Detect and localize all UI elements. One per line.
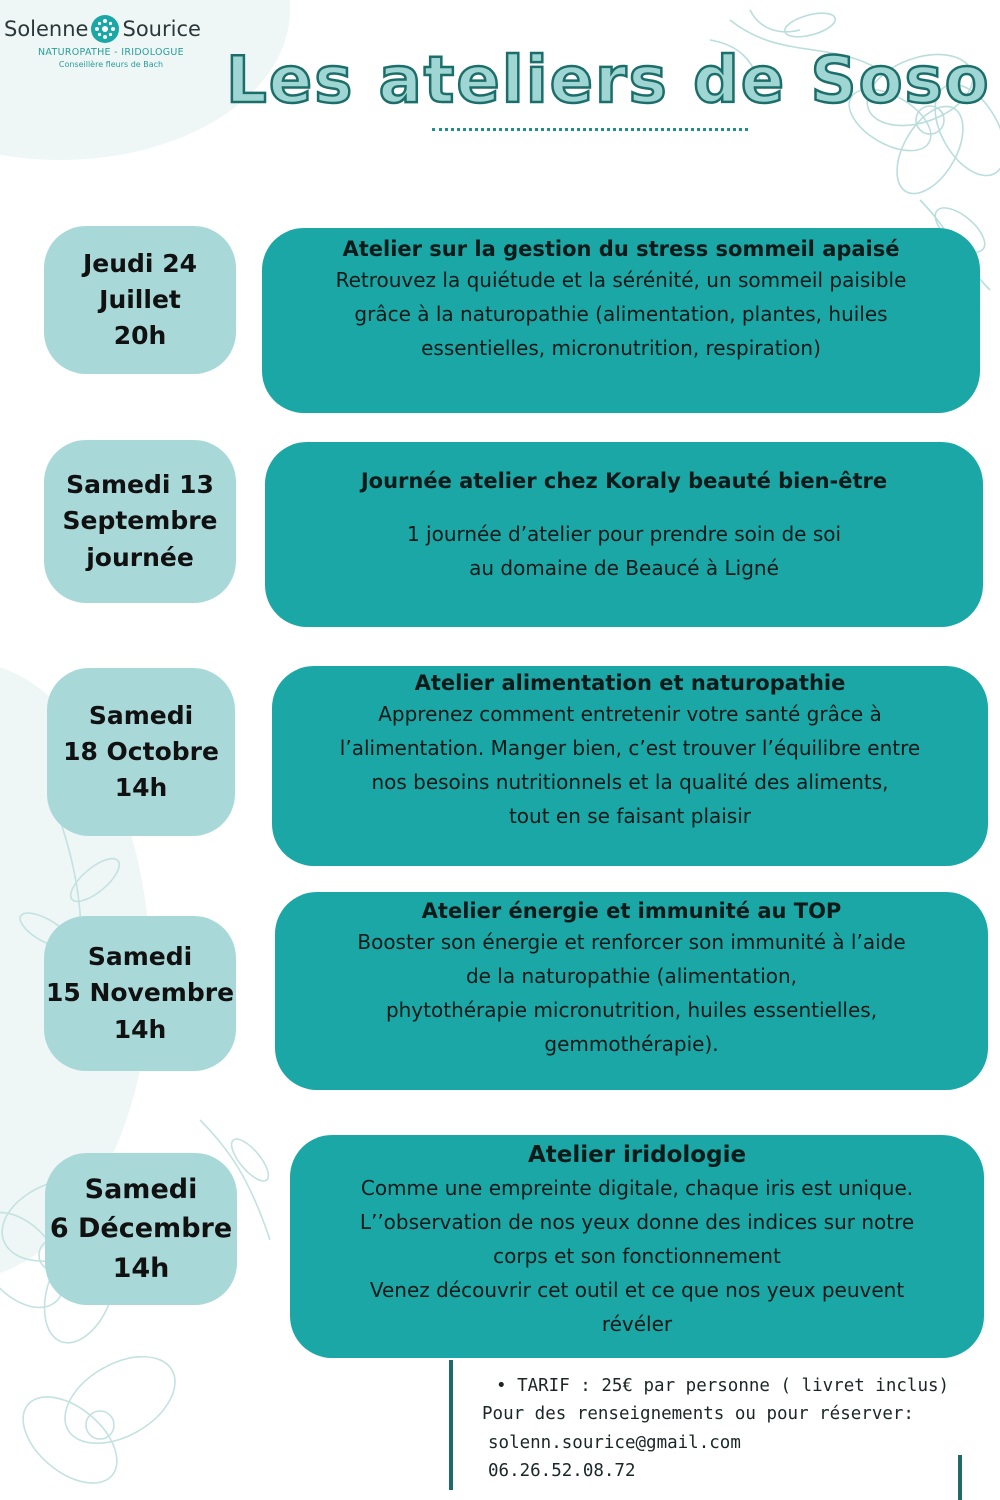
- event-date-line: 14h: [113, 1014, 167, 1044]
- event-date-line: Samedi: [84, 1174, 198, 1206]
- page-title: Les ateliers de Soso: [226, 44, 991, 118]
- event-title: Atelier alimentation et naturopathie: [414, 671, 846, 695]
- event-date-line: Jeudi 24: [82, 248, 197, 278]
- event-description: Comme une empreinte digitale, chaque iris est unique. L’’observation de nos yeux donne des indices sur notre corps et son fonctionnement Venez découvrir cet outil et ce que nos yeux peuvent révéler: [359, 1175, 915, 1336]
- event-description: Retrouvez la quiétude et la sérénité, un sommeil paisible grâce à la naturopathie (alimentation, plantes, huiles essentielles, micronutrition, respiration): [335, 268, 907, 361]
- event-date-4: [44, 916, 236, 1071]
- event-date-line: Samedi: [88, 700, 194, 730]
- event-date-line: journée: [86, 542, 194, 572]
- event-title: Journée atelier chez Koraly beauté bien-être: [360, 469, 888, 493]
- event-date-5: [45, 1153, 237, 1305]
- event-card-2: [265, 442, 983, 627]
- event-date-line: 6 Décembre: [49, 1213, 233, 1245]
- event-date-line: 15 Novembre: [45, 978, 235, 1008]
- logo-name: [4, 14, 218, 44]
- event-date-1: [44, 226, 236, 374]
- event-date-line: Samedi 13: [66, 470, 214, 500]
- event-card-4: [275, 892, 988, 1090]
- event-title: Atelier énergie et immunité au TOP: [421, 899, 842, 923]
- contact-email[interactable]: solenn.sourice@gmail.com: [488, 1432, 741, 1453]
- event-description: 1 journée d’atelier pour prendre soin de soi au domaine de Beaucé à Ligné: [406, 522, 842, 581]
- logo-tagline: Conseillère fleurs de Bach: [58, 60, 164, 69]
- event-date-line: 14h: [114, 773, 168, 803]
- event-date-line: 14h: [112, 1252, 170, 1284]
- info-divider-left: [449, 1360, 453, 1490]
- event-card-5: [290, 1135, 984, 1358]
- event-date-line: Septembre: [62, 506, 218, 536]
- booking-info: [482, 1372, 949, 1485]
- event-date-2: [44, 440, 236, 603]
- event-date-line: Samedi: [87, 942, 193, 972]
- logo-first-name: Solenne: [4, 17, 89, 41]
- event-date-3: [47, 668, 235, 836]
- flower-logo-icon: [90, 14, 120, 44]
- logo-last-name: Sourice: [122, 17, 201, 41]
- event-date-line: 18 Octobre: [63, 736, 219, 766]
- brand-logo: [4, 14, 218, 69]
- event-description: Apprenez comment entretenir votre santé grâce à l’alimentation. Manger bien, c’est trouver l’équilibre entre nos besoins nutritionnels et la qualité des aliments, tout en se faisant plaisir: [339, 702, 921, 829]
- contact-label: Pour des renseignements ou pour réserver:: [482, 1404, 914, 1425]
- event-date-line: 20h: [113, 321, 167, 351]
- price-info: • TARIF : 25€ par personne ( livret inclus): [496, 1376, 950, 1396]
- event-title: Atelier sur la gestion du stress sommeil apaisé: [342, 237, 900, 261]
- event-description: Booster son énergie et renforcer son immunité à l’aide de la naturopathie (alimentation, phytothérapie micronutrition, huiles essentielles, gemmothérapie).: [357, 930, 906, 1057]
- event-card-3: [272, 666, 988, 866]
- event-card-1: [262, 228, 980, 413]
- title-underline: [432, 128, 748, 131]
- logo-subtitle: NATUROPATHE - IRIDOLOGUE: [38, 47, 184, 58]
- info-divider-right: [958, 1455, 962, 1500]
- event-date-line: Juillet: [99, 284, 181, 314]
- event-title: Atelier iridologie: [527, 1142, 747, 1168]
- contact-phone[interactable]: 06.26.52.08.72: [488, 1461, 636, 1482]
